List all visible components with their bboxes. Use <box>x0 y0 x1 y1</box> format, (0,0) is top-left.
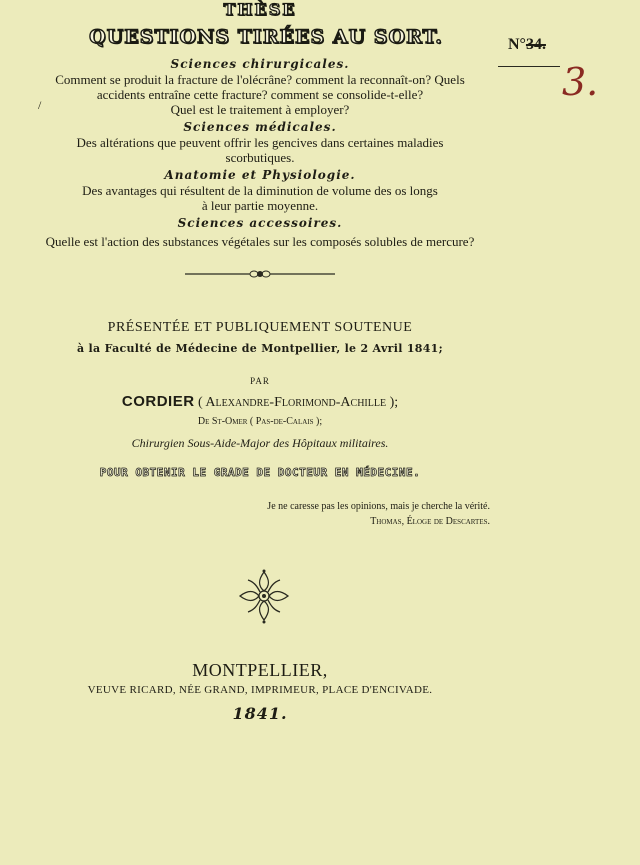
these-heading: THÈSE <box>223 0 297 19</box>
question-surgical-line-1: Comment se produit la fracture de l'olécrâne? comment la reconnaît-on? Quels <box>55 72 465 87</box>
question-medical-line-1: Des altérations que peuvent offrir les gencives dans certaines maladies <box>76 135 444 150</box>
epigraph-quote: Je ne caresse pas les opinions, mais je cherche la vérité. <box>267 501 490 512</box>
questions-heading: QUESTIONS TIRÉES AU SORT. <box>89 26 443 48</box>
question-surgical-line-3: Quel est le traitement à employer? <box>170 102 350 117</box>
question-medical-line-2: scorbutiques. <box>225 150 295 165</box>
author-origin: De St-Omer ( Pas-de-Calais ); <box>197 416 323 427</box>
section-accessory-heading: Sciences accessoires. <box>177 216 343 230</box>
imprint-year: 1841. <box>232 704 288 723</box>
question-anatomy-line-1: Des avantages qui résultent de la diminution de volume des os longs <box>82 183 438 198</box>
degree-line: POUR OBTENIR LE GRADE DE DOCTEUR EN MÉDECINE. <box>99 466 421 479</box>
question-surgical-line-2: accidents entraîne cette fracture? comment se consolide-t-elle? <box>96 87 424 102</box>
section-surgical-heading: Sciences chirurgicales. <box>170 57 350 71</box>
author-rank: Chirurgien Sous-Aide-Major des Hôpitaux militaires. <box>131 436 389 450</box>
par-label: PAR <box>250 376 270 386</box>
author-given-names: ( Alexandre-Florimond-Achille ); <box>198 395 399 410</box>
imprint-city: MONTPELLIER, <box>192 660 328 680</box>
numero-struck: 34. <box>525 36 546 53</box>
section-medical-heading: Sciences médicales. <box>183 120 337 134</box>
presentee-line: PRÉSENTÉE ET PUBLIQUEMENT SOUTENUE <box>107 320 413 335</box>
ornament-rule <box>180 270 340 278</box>
imprint-printer: VEUVE RICARD, NÉE GRAND, IMPRIMEUR, PLACE D'ENCIVADE. <box>87 684 433 696</box>
flower-ornament <box>238 568 290 624</box>
author-surname: CORDIER <box>121 393 195 410</box>
document-number <box>508 36 546 54</box>
question-accessory-line-1: Quelle est l'action des substances végétales sur les composés solubles de mercure? <box>45 234 475 249</box>
margin-tick: / <box>38 98 42 112</box>
epigraph-attribution: Thomas, Éloge de Descartes. <box>370 516 490 527</box>
faculte-line: à la Faculté de Médecine de Montpellier, le 2 Avril 1841; <box>76 342 444 355</box>
handwritten-number: 3. <box>562 60 599 104</box>
author-line <box>0 393 520 411</box>
numero-prefix: N° <box>508 36 526 53</box>
section-anatomy-heading: Anatomie et Physiologie. <box>164 168 356 182</box>
question-anatomy-line-2: à leur partie moyenne. <box>201 198 319 213</box>
